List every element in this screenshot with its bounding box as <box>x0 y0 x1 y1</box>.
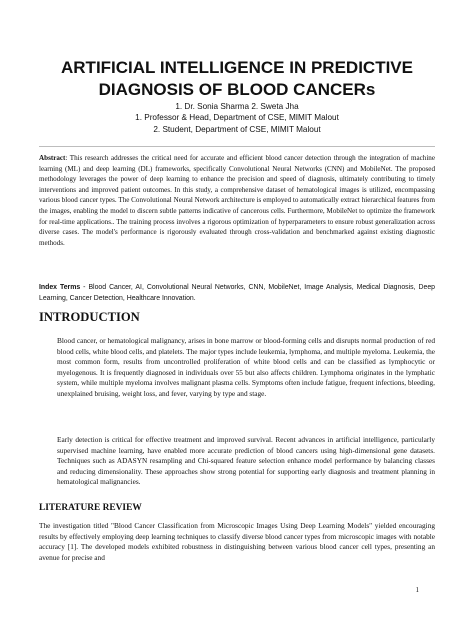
intro-paragraph-2: Early detection is critical for effective treatment and improved survival. Recent advances in artificial intelligence, particularly supervised machine learning, have enabled more accurate prediction of blood cancers using high-dimensional gene datasets. Techniques such as ADASYN resampling and Chi-squared feature selection enhance model performance by balancing classes and reducing dimensionality. These approaches show strong potential for supporting early diagnosis and treatment planning in hematological malignancies. <box>57 435 435 487</box>
page-number: 1 <box>415 586 419 594</box>
literature-review-heading: LITERATURE REVIEW <box>39 503 142 513</box>
literature-review-paragraph: The investigation titled "Blood Cancer Classification from Microscopic Images Using Deep Learning Models" yielded encouraging results by effectively employing deep learning techniques to classify diverse blood cancer types from microscopic images with notable accuracy [1]. The developed models exhibited robustness in distinguishing between various blood cancer cell types, presenting an avenue for precise and <box>39 521 435 562</box>
index-terms <box>39 283 435 304</box>
paper-title-line-1: ARTIFICIAL INTELLIGENCE IN PREDICTIVE <box>61 58 413 77</box>
introduction-heading: INTRODUCTION <box>39 310 140 324</box>
index-terms-text: - Blood Cancer, AI, Convolutional Neural Networks, CNN, MobileNet, Image Analysis, Medical Diagnosis, Deep Learning, Cancer Detection, Healthcare Innovation. <box>39 284 435 302</box>
abstract <box>39 153 435 248</box>
affiliation-1: 1. Professor & Head, Department of CSE, MIMIT Malout <box>135 113 339 122</box>
index-terms-label: Index Terms <box>39 284 81 291</box>
abstract-text: : This research addresses the critical need for accurate and efficient blood cancer detection through the integration of machine learning (ML) and deep learning (DL) frameworks, specifically Convolutional Neural Networks (CNN) and MobileNet. The proposed methodology leverages the power of deep learning to enhance the precision and speed of diagnosis, ultimately contributing to timely interventions and improved patient outcomes. In this study, a comprehensive dataset of hematological images is utilized, encompassing various blood cancer types. The Convolutional Neural Network architecture is employed to automatically extract hierarchical features from the images, enabling the model to discern subtle patterns indicative of cancerous cells. Furthermore, MobileNet to optimize the framework for real-time applications.. The training process involves a rigorous optimization of hyperparameters to ensure robust generalization across diverse cases. The model's performance is rigorously evaluated through cross-validation and benchmarked against existing diagnostic methods. <box>39 154 435 247</box>
abstract-label: Abstract <box>39 154 66 162</box>
paper-title-line-2: DIAGNOSIS OF BLOOD CANCERs <box>98 80 376 99</box>
intro-paragraph-1: Blood cancer, or hematological malignancy, arises in bone marrow or blood-forming cells and disrupts normal production of red blood cells, white blood cells, and platelets. The major types include leukemia, lymphoma, and multiple myeloma. Leukemia, the most common form, results from uncontrolled proliferation of white blood cells and can be classified as lymphocytic or myelogenous. It is frequently diagnosed in individuals over 55 but also affects children. Lymphoma originates in the lymphatic system, while multiple myeloma involves malignant plasma cells. Symptoms often include fatigue, frequent infections, bleeding, unexplained bruising, weight loss, and fever, varying by type and stage. <box>57 336 435 398</box>
authors: 1. Dr. Sonia Sharma 2. Sweta Jha <box>175 102 299 111</box>
affiliation-2: 2. Student, Department of CSE, MIMIT Malout <box>153 125 321 134</box>
